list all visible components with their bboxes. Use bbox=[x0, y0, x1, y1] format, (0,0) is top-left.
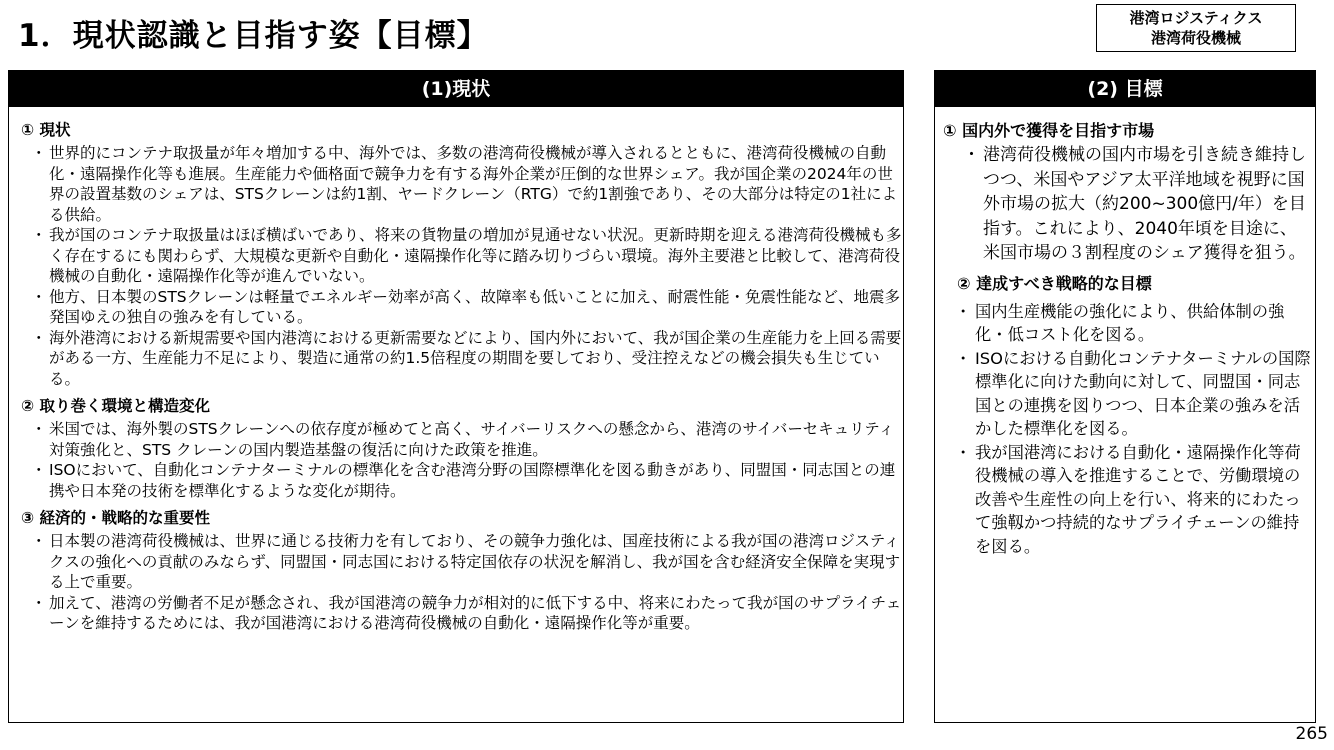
goals-heading: (2) 目標 bbox=[935, 71, 1315, 107]
category-tag bbox=[1096, 4, 1296, 52]
bullet-item: ・ 海外港湾における新規需要や国内港湾における更新需要などにより、国内外において、我が国企業の生産能力を上回る需要がある一方、生産能力不足により、製造に通常の約1.5倍程度の期間を要しており、受注控えなどの機会損失も生じている。 bbox=[21, 328, 903, 390]
bullet-item: ・ 米国では、海外製のSTSクレーンへの依存度が極めてと高く、サイバーリスクへの懸念から、港湾のサイバーセキュリティ対策強化と、STS クレーンの国内製造基盤の復活に向けた政策を推進。 bbox=[21, 419, 903, 460]
section-heading-target-market: ① 国内外で獲得を目指す市場 bbox=[943, 121, 1155, 140]
bullet-item: ・ 国内生産機能の強化により、供給体制の強化・低コスト化を図る。 bbox=[943, 300, 1315, 347]
bullet-item: ・ ISOにおいて、自動化コンテナターミナルの標準化を含む港湾分野の国際標準化を図る動きがあり、同盟国・同志国との連携や日本発の技術を標準化するような変化が期待。 bbox=[21, 460, 903, 501]
section-heading-strategic-goals: ② 達成すべき戦略的な目標 bbox=[957, 273, 1152, 293]
bullet-item: ・ 加えて、港湾の労働者不足が懸念され、我が国港湾の競争力が相対的に低下する中、将来にわたって我が国のサプライチェーンを維持するためには、我が国港湾における港湾荷役機械の自動化・遠隔操作化等が重要。 bbox=[21, 593, 903, 634]
bullet-item: ・ 世界的にコンテナ取扱量が年々増加する中、海外では、多数の港湾荷役機械が導入されるとともに、港湾荷役機械の自動化・遠隔操作化等も進展。生産能力や価格面で競争力を有する海外企業が圧倒的な世界シェア。我が国企業の2024年の世界の設置基数のシェアは、STSクレーンは約1割、ヤードクレーン（RTG）で約1割強であり、その大部分は特定の1社による供給。 bbox=[21, 143, 903, 225]
bullet-item: ・ ISOにおける自動化コンテナターミナルの国際標準化に向けた動向に対して、同盟国・同志国との連携を図りつつ、日本企業の強みを活かした標準化を図る。 bbox=[943, 347, 1315, 441]
bullet-item: ・ 我が国港湾における自動化・遠隔操作化等荷役機械の導入を推進することで、労働環境の改善や生産性の向上を行い、将来的にわたって強靱かつ持続的なサプライチェーンの維持を図る。 bbox=[943, 441, 1315, 559]
bullet-item: ・ 港湾荷役機械の国内市場を引き続き維持しつつ、米国やアジア太平洋地域を視野に国外市場の拡大（約200~300億円/年）を目指す。これにより、2040年頃を目途に、米国市場の３割程度のシェア獲得を狙う。 bbox=[943, 143, 1315, 266]
bullet-item: ・ 日本製の港湾荷役機械は、世界に通じる技術力を有しており、その競争力強化は、国産技術による我が国の港湾ロジスティクスの強化への貢献のみならず、同盟国・同志国における特定国依存の状況を解消し、我が国を含む経済安全保障を実現する上で重要。 bbox=[21, 531, 903, 593]
category-tag-line1: 港湾ロジスティクス bbox=[1129, 9, 1263, 27]
current-state-panel bbox=[8, 70, 904, 723]
current-state-body bbox=[9, 107, 903, 634]
bullet-item: ・ 他方、日本製のSTSクレーンは軽量でエネルギー効率が高く、故障率も低いことに加え、耐震性能・免震性能など、地震多発国ゆえの独自の強みを有している。 bbox=[21, 287, 903, 328]
page-title: 1．現状認識と目指す姿【目標】 bbox=[18, 18, 489, 54]
section-heading-importance: ③ 経済的・戦略的な重要性 bbox=[21, 509, 211, 527]
goals-panel bbox=[934, 70, 1316, 723]
section-heading-current: ① 現状 bbox=[21, 121, 71, 139]
category-tag-line2: 港湾荷役機械 bbox=[1150, 29, 1241, 47]
section-heading-environment: ② 取り巻く環境と構造変化 bbox=[21, 397, 211, 415]
bullet-item: ・ 我が国のコンテナ取扱量はほぼ横ばいであり、将来の貨物量の増加が見通せない状況。更新時期を迎える港湾荷役機械も多く存在するにも関わらず、大規模な更新や自動化・遠隔操作化等に踏み切りづらい環境。海外主要港と比較して、港湾荷役機械の自動化・遠隔操作化等が進んでいない。 bbox=[21, 225, 903, 287]
page-number: 265 bbox=[1295, 724, 1328, 744]
goals-body bbox=[935, 107, 1315, 558]
current-state-heading: (1)現状 bbox=[9, 71, 903, 107]
